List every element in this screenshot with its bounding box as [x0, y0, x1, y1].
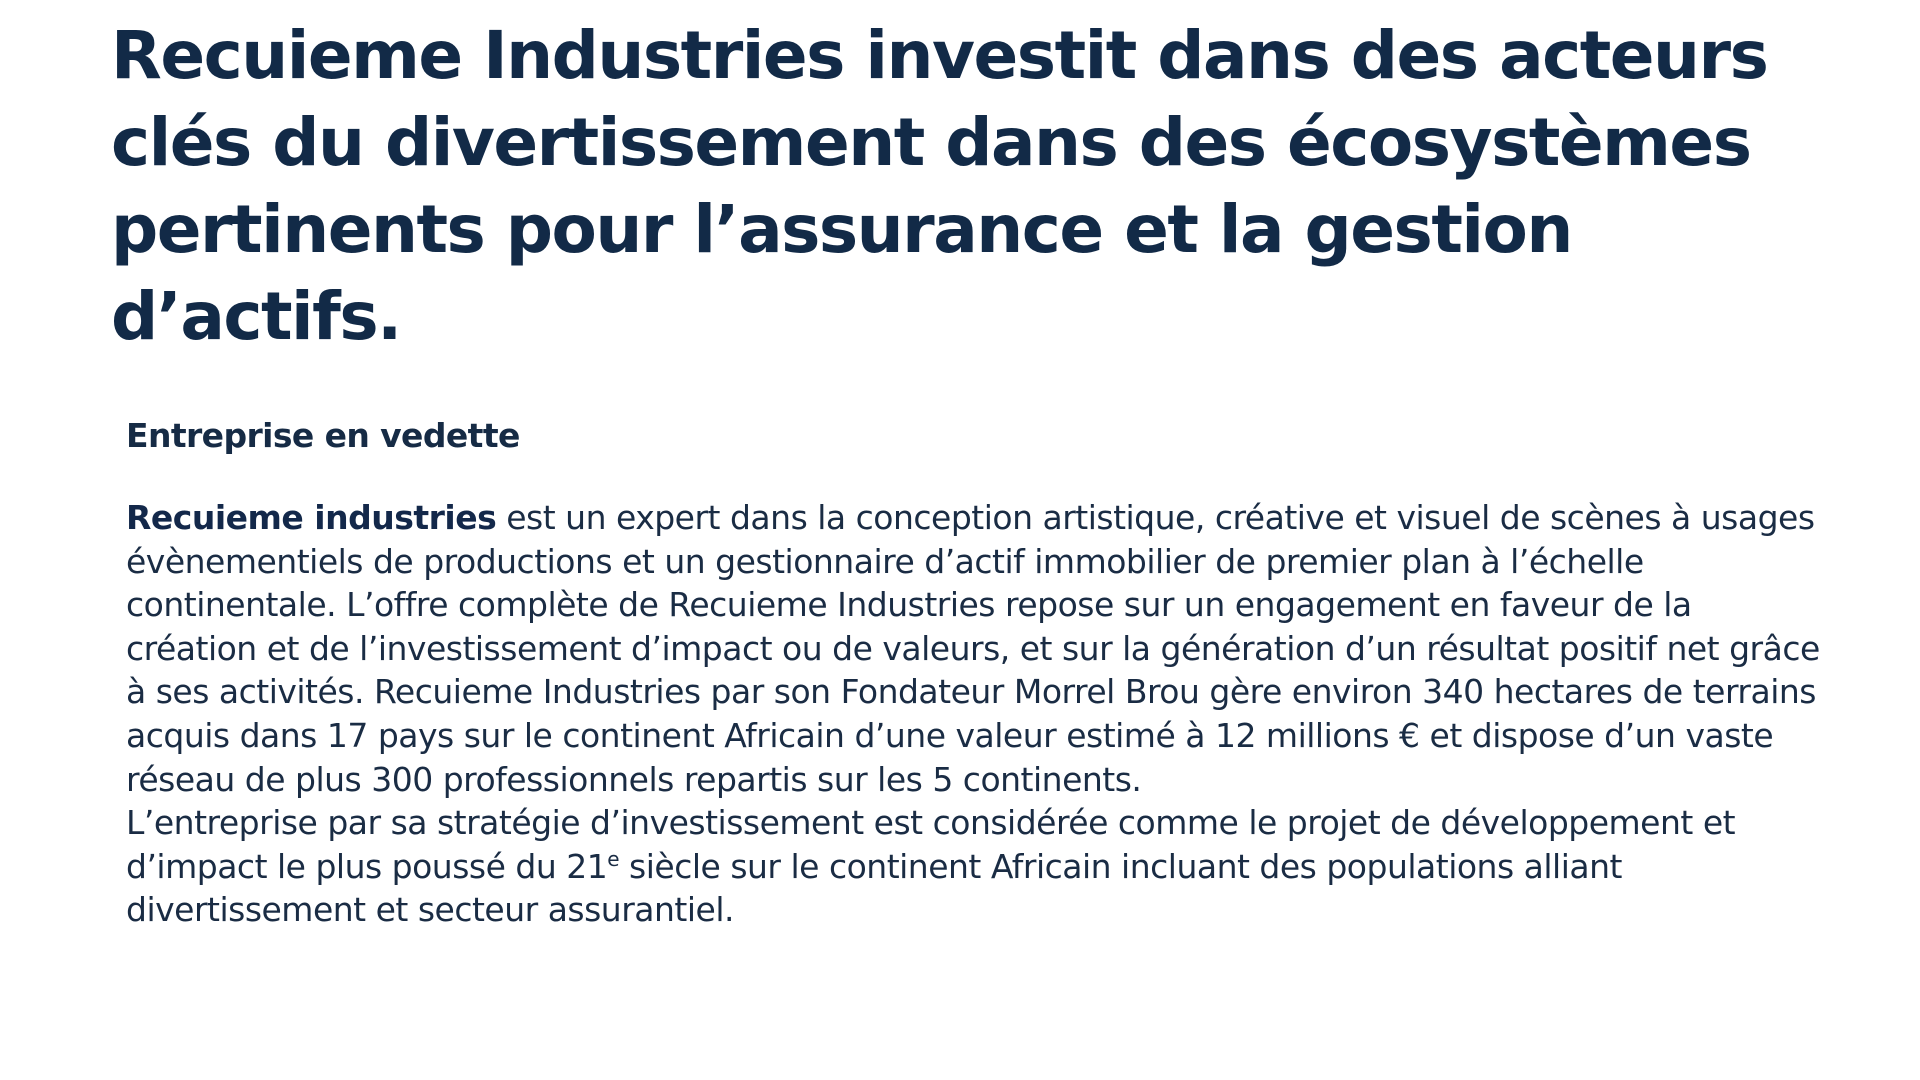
body-text — [126, 496, 1826, 932]
century-superscript: e — [607, 846, 620, 871]
paragraph-strategy-before: L’entreprise par sa stratégie d’investissement est considérée comme le projet de développement et d’impact le plus poussé du 21 — [126, 803, 1736, 886]
paragraph-intro-text: est un expert dans la conception artistique, créative et visuel de scènes à usages évènementiels de productions et un gestionnaire d’actif immobilier de premier plan à l’échelle continentale. L’offre complète de Recuieme Industries repose sur un engagement en faveur de la création et de l’investissement d’impact ou de valeurs, et sur la génération d’un résultat positif net grâce à ses activités. Recuieme Industries par son Fondateur Morrel Brou gère environ 340 hectares de terrains acquis dans 17 pays sur le continent Africain d’une valeur estimé à 12 millions € et dispose d’un vaste réseau de plus 300 professionnels repartis sur les 5 continents. — [126, 498, 1820, 799]
paragraph-intro — [126, 496, 1826, 801]
paragraph-strategy-after: siècle sur le continent Africain incluant des populations alliant divertissement et secteur assurantiel. — [126, 846, 1622, 930]
company-name-bold: Recuieme industries — [126, 498, 497, 537]
paragraph-strategy — [126, 801, 1826, 932]
page-title: Recuieme Industries investit dans des acteurs clés du divertissement dans des écosystèmes pertinents pour l’assurance et la gestion d’actifs. — [111, 17, 1768, 355]
section-label: Entreprise en vedette — [126, 416, 520, 455]
